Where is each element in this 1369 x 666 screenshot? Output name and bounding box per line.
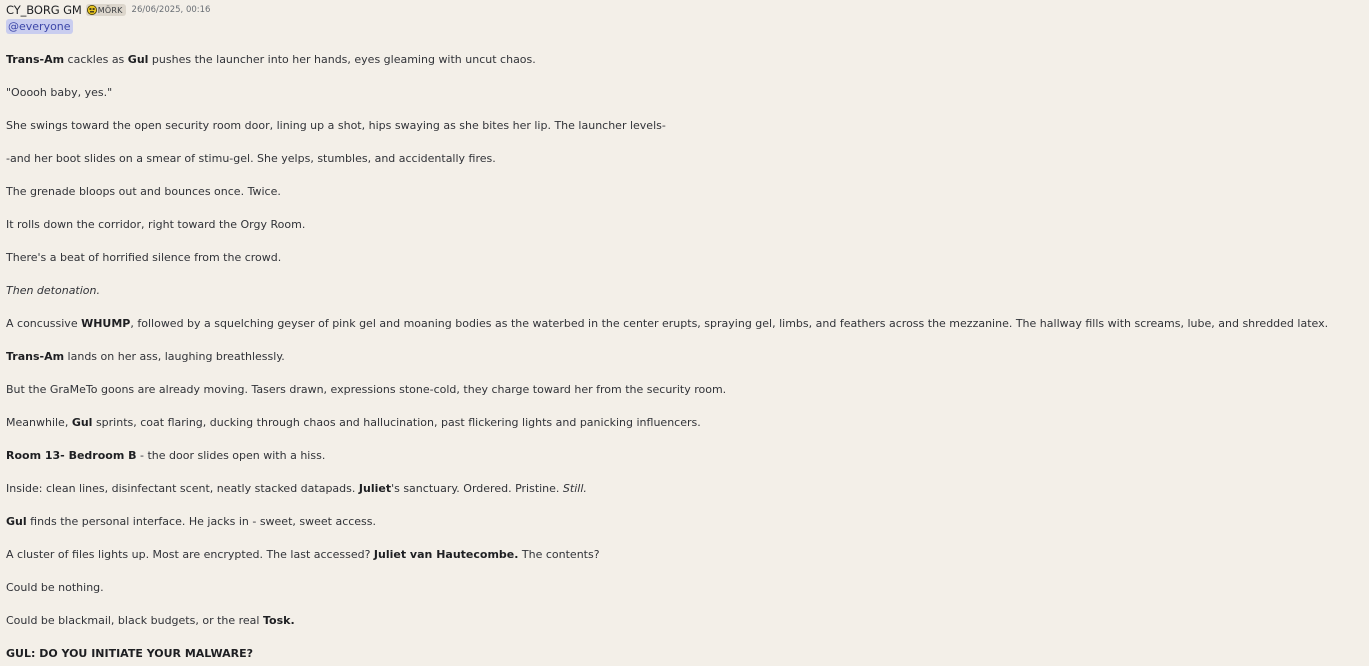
text-segment: There's a beat of horrified silence from the crowd. xyxy=(6,251,282,264)
bold-text: GUL: DO YOU INITIATE YOUR MALWARE? xyxy=(6,647,253,660)
bold-text: WHUMP xyxy=(81,317,131,330)
text-segment: A concussive xyxy=(6,317,82,330)
message-line xyxy=(6,151,496,167)
message-line xyxy=(6,580,104,596)
role-tag-label: MÖRK xyxy=(97,5,123,15)
text-segment: 's sanctuary. Ordered. Pristine. xyxy=(391,482,563,495)
message-line xyxy=(6,52,536,68)
text-segment: lands on her ass, laughing breathlessly. xyxy=(64,350,285,363)
bold-text: Gul xyxy=(6,515,27,528)
message-line xyxy=(6,184,281,200)
text-segment: finds the personal interface. He jacks in - sweet, sweet access. xyxy=(26,515,377,528)
bold-text: Trans-Am xyxy=(6,53,65,66)
text-segment: "Ooooh baby, yes." xyxy=(6,86,113,99)
message-line xyxy=(6,316,1328,332)
italic-text: Then detonation. xyxy=(6,284,100,297)
text-segment: -and her boot slides on a smear of stimu-gel. She yelps, stumbles, and accidentally fires. xyxy=(6,152,496,165)
message-timestamp[interactable]: 26/06/2025, 00:16 xyxy=(131,5,211,15)
bold-text: Room 13- Bedroom B xyxy=(6,449,137,462)
bold-text: Gul xyxy=(127,53,149,66)
text-segment: Inside: clean lines, disinfectant scent, neatly stacked datapads. xyxy=(6,482,359,495)
text-segment: , followed by a squelching geyser of pink gel and moaning bodies as the waterbed in the center erupts, spraying gel, limbs, and feathers across the mezzanine. The hallway fills with screams, lube, and shredded latex. xyxy=(130,317,1329,330)
everyone-mention[interactable]: @everyone xyxy=(8,20,71,33)
text-segment: A cluster of files lights up. Most are encrypted. The last accessed? xyxy=(6,548,374,561)
skull-face-icon xyxy=(87,5,97,15)
text-segment: But the GraMeTo goons are already moving. Tasers drawn, expressions stone-cold, they charge toward her from the security room. xyxy=(6,383,727,396)
message-line xyxy=(6,646,253,662)
text-segment: Could be nothing. xyxy=(6,581,104,594)
bold-text: Trans-Am xyxy=(6,350,65,363)
message-line xyxy=(6,250,281,266)
message-line xyxy=(6,481,587,497)
message-line xyxy=(6,85,112,101)
author-username[interactable]: CY_BORG GM xyxy=(6,3,82,17)
message-line xyxy=(6,118,666,134)
text-segment: It rolls down the corridor, right toward the Orgy Room. xyxy=(6,218,306,231)
message-line xyxy=(6,382,726,398)
text-segment: Could be blackmail, black budgets, or the real xyxy=(6,614,263,627)
text-segment: The grenade bloops out and bounces once. Twice. xyxy=(6,185,281,198)
message-line xyxy=(6,415,701,431)
text-segment: cackles as xyxy=(64,53,128,66)
message-line xyxy=(6,217,305,233)
text-segment: sprints, coat flaring, ducking through chaos and hallucination, past flickering lights and panicking influencers. xyxy=(92,416,701,429)
bold-text: Gul xyxy=(71,416,93,429)
bold-text: Tosk. xyxy=(262,614,295,627)
message-line xyxy=(6,613,295,629)
text-segment: Meanwhile, xyxy=(6,416,72,429)
message-header xyxy=(6,2,210,18)
text-segment: - the door slides open with a hiss. xyxy=(136,449,326,462)
bold-text: Juliet van Hautecombe. xyxy=(373,548,519,561)
italic-text: Still. xyxy=(562,482,587,495)
message-line xyxy=(6,514,376,530)
text-segment: The contents? xyxy=(518,548,600,561)
message-line xyxy=(6,448,325,464)
message-line xyxy=(6,283,100,299)
role-tag[interactable] xyxy=(86,4,126,16)
text-segment: She swings toward the open security room door, lining up a shot, hips swaying as she bites her lip. The launcher levels- xyxy=(6,119,666,132)
bold-text: Juliet xyxy=(358,482,392,495)
message-line xyxy=(6,547,600,563)
message-line xyxy=(6,349,285,365)
text-segment: pushes the launcher into her hands, eyes gleaming with uncut chaos. xyxy=(148,53,536,66)
